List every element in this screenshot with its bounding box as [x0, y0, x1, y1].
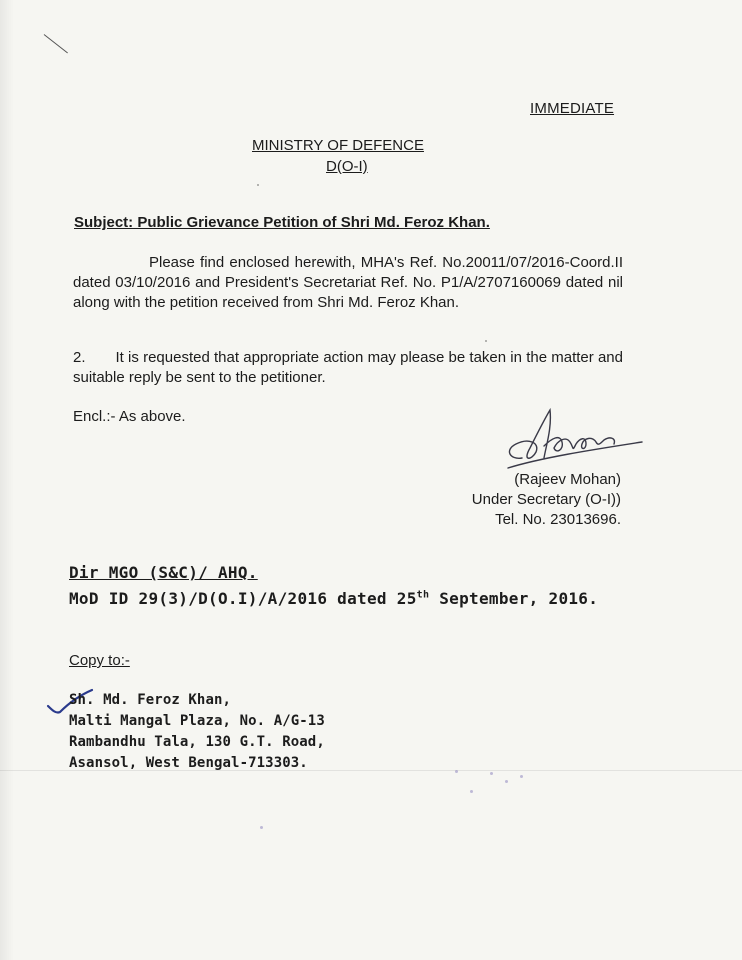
address-line: Malti Mangal Plaza, No. A/G-13 [69, 713, 325, 729]
body-paragraph-2 [73, 348, 623, 388]
copy-address-block [69, 690, 325, 774]
address-line: Asansol, West Bengal-713303. [69, 755, 308, 771]
body-paragraph-1-text: Please find enclosed herewith, MHA's Ref. No.20011/07/2016-Coord.II dated 03/10/2016 and President's Secretariat Ref. No. P1/A/2707160069 dated nil along with the petition received from Shri Md. Feroz Khan. [73, 254, 623, 311]
division-heading: D(O-I) [326, 158, 368, 175]
address-line: Rambandhu Tala, 130 G.T. Road, [69, 734, 325, 750]
signatory-block [472, 470, 621, 530]
subject-line: Subject: Public Grievance Petition of Shri Md. Feroz Khan. [74, 214, 490, 231]
scan-scratch [44, 34, 68, 53]
copy-to-label: Copy to:- [69, 652, 130, 669]
mod-reference [69, 588, 609, 610]
signatory-telephone: Tel. No. 23013696. [495, 511, 621, 528]
body-paragraph-1 [73, 253, 623, 313]
priority-label: IMMEDIATE [530, 100, 615, 117]
addressee-line: Dir MGO (S&C)/ AHQ. [69, 563, 258, 582]
ministry-heading: MINISTRY OF DEFENCE [252, 137, 424, 154]
body-paragraph-2-number: 2. [73, 349, 86, 366]
mod-reference-suffix: September, 2016. [429, 589, 599, 608]
signature-image [500, 398, 650, 478]
body-paragraph-2-text: It is requested that appropriate action may please be taken in the matter and suitable reply be sent to the petitioner. [73, 349, 623, 386]
mod-reference-sup: th [416, 589, 430, 601]
mod-reference-prefix: MoD ID 29(3)/D(O.I)/A/2016 dated 25 [69, 589, 417, 608]
signatory-name: (Rajeev Mohan) [514, 471, 621, 488]
scan-edge-shadow [0, 0, 14, 960]
enclosure-note: Encl.:- As above. [73, 408, 186, 425]
signatory-designation: Under Secretary (O-I)) [471, 491, 621, 508]
address-line: Sh. Md. Feroz Khan, [69, 692, 232, 708]
